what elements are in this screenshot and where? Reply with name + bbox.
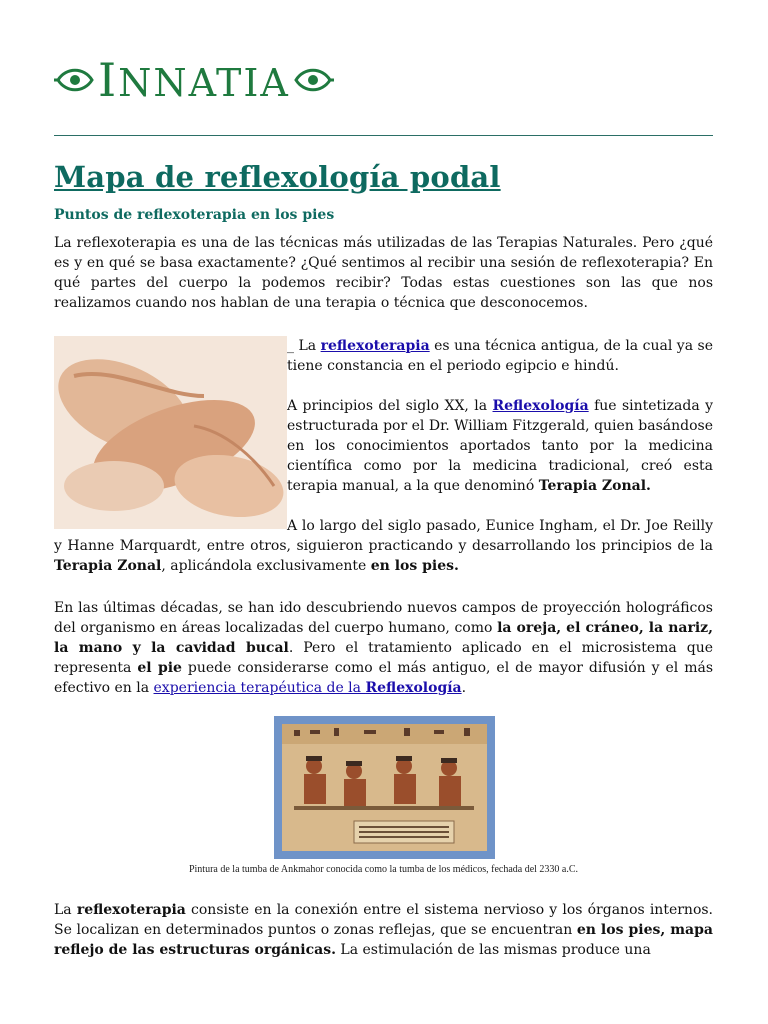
foot-massage-image bbox=[54, 336, 287, 529]
logo-wordmark: INNATIA bbox=[98, 53, 290, 107]
header-divider bbox=[54, 135, 713, 136]
float-section bbox=[54, 336, 713, 596]
paragraph-ingham: A lo largo del siglo pasado, Eunice Ingham, el Dr. Joe Reilly y Hanne Marquardt, entre otros, siguieron practicando y desarrollando los principios de la Terapia Zonal, aplicándola exclusivamente en los pies. bbox=[54, 518, 713, 574]
page-title[interactable]: Mapa de reflexología podal bbox=[54, 160, 501, 194]
paragraph-ultimas-decadas: En las últimas décadas, se han ido descubriendo nuevos campos de proyección holográficos del organismo en áreas localizadas del cuerpo humano, como la oreja, el cráneo, la nariz, la mano y la cavidad bucal. Pero el tratamiento aplicado en el microsistema que representa el pie puede considerarse como el más antiguo, el de mayor difusión y el más efectivo en la experiencia terapéutica de la Reflexología. bbox=[54, 600, 714, 696]
paragraph-tecnica: _ La reflexoterapia es una técnica antigua, de la cual ya se tiene constancia en el periodo egipcio e hindú. bbox=[287, 338, 713, 374]
leaf-ornament-right-icon bbox=[292, 63, 334, 97]
paragraph-conexion: La reflexoterapia consiste en la conexión entre el sistema nervioso y los órganos internos. Se localizan en determinados puntos o zonas reflejas, que se encuentran en los pies, mapa reflejo de las estructuras orgánicas. La estimulación de las mismas produce una bbox=[54, 902, 714, 958]
reflexoterapia-link[interactable]: reflexoterapia bbox=[320, 338, 430, 354]
leaf-ornament-left-icon bbox=[54, 63, 96, 97]
experiencia-terapeutica-link[interactable]: experiencia terapéutica de la Reflexología bbox=[153, 680, 462, 696]
intro-paragraph: La reflexoterapia es una de las técnicas más utilizadas de las Terapias Naturales. Pero ¿qué es y en qué se basa exactamente? ¿Qué sentimos al recibir una sesión de reflexoterapia? En qué partes del cuerpo la podemos recibir? Todas estas cuestiones son las que nos realizamos cuando nos hablan de una terapia o técnica que desconocemos. bbox=[54, 235, 713, 311]
image-caption: Pintura de la tumba de Ankmahor conocida como la tumba de los médicos, fechada del 2330 a.C. bbox=[188, 864, 579, 875]
paragraph-siglo: A principios del siglo XX, la Reflexología fue sintetizada y estructurada por el Dr. William Fitzgerald, quien basándose en los conocimientos aportados tanto por la medicina científica como por la medicina tradicional, creó esta terapia manual, a la que denominó Terapia Zonal. bbox=[287, 398, 713, 494]
egyptian-tomb-painting-image bbox=[274, 716, 495, 859]
innatia-logo[interactable] bbox=[54, 50, 336, 110]
reflexologia-link[interactable]: Reflexología bbox=[492, 398, 589, 414]
hands-feet-illustration bbox=[54, 336, 287, 529]
page-subtitle: Puntos de reflexoterapia en los pies bbox=[54, 207, 335, 223]
